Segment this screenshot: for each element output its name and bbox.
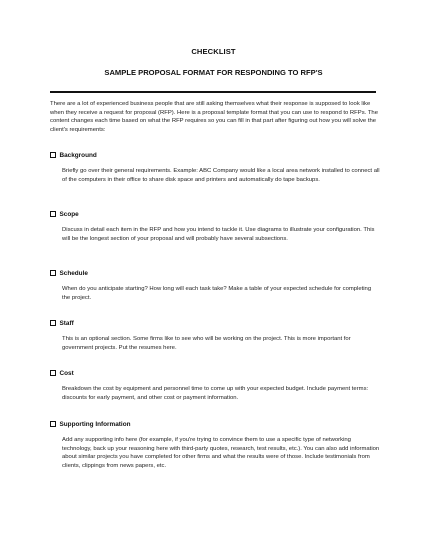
checkbox[interactable]: [50, 320, 56, 326]
section-header: [50, 268, 380, 278]
section-header: [50, 419, 380, 429]
section-body: Breakdown the cost by equipment and personnel time to come up with your expected budget. Include payment terms: discounts for early payment, and other cost or payment information.: [62, 386, 369, 401]
section-body: When do you anticipate starting? How long will each task take? Make a table of your expected schedule for completing the project.: [62, 286, 372, 301]
document-subtitle: SAMPLE PROPOSAL FORMAT FOR RESPONDING TO RFP'S: [104, 68, 323, 77]
document-title: CHECKLIST: [191, 47, 236, 56]
section-heading: Scope: [59, 210, 79, 218]
section-heading: Schedule: [59, 269, 88, 277]
section-heading: Staff: [59, 319, 74, 327]
section-body: Discuss in detail each item in the RFP and how you intend to tackle it. Use diagrams to illustrate your configuration. This will be the longest section of your proposal and will probably have several subsections.: [62, 227, 375, 242]
section-body: Add any supporting info here (for example, if you're trying to convince them to use a specific type of networking technology, back up your reasoning here with third-party quotes, research, test results, etc.). You can also add information about similar projects you have completed for other firms and what the results were of those. Include testimonials from clients, clippings from news papers, etc.: [62, 437, 380, 469]
section-supporting-information: [50, 419, 380, 470]
checkbox[interactable]: [50, 421, 56, 427]
section-body: This is an optional section. Some firms like to see who will be working on the project. This is more important for government projects. Put the resumes here.: [62, 336, 351, 351]
section-cost: [50, 368, 380, 402]
checkbox[interactable]: [50, 152, 56, 158]
checkbox[interactable]: [50, 211, 56, 217]
section-heading: Background: [59, 151, 97, 159]
section-scope: [50, 209, 380, 243]
section-body: Briefly go over their general requirements. Example: ABC Company would like a local area network installed to connect all of the computers in their office to share disk space and printers and automatically do tape backups.: [62, 168, 380, 183]
section-background: [50, 150, 380, 184]
section-header: [50, 209, 380, 219]
section-heading: Supporting Information: [59, 420, 131, 428]
checkbox[interactable]: [50, 270, 56, 276]
section-heading: Cost: [59, 369, 74, 377]
section-staff: [50, 318, 380, 352]
title-divider: [50, 91, 376, 93]
section-schedule: [50, 268, 380, 302]
section-header: [50, 150, 380, 160]
intro-paragraph: There are a lot of experienced business people that are still asking themselves what their response is supposed to look like when they receive a request for proposal (RFP). Here is a proposal template format that you can use to respond to RFPs. The content changes each time based on what the RFP requires so you can fill in that part after figuring out how you will solve the client's requirements:: [50, 101, 378, 133]
section-header: [50, 368, 380, 378]
section-header: [50, 318, 380, 328]
checkbox[interactable]: [50, 370, 56, 376]
